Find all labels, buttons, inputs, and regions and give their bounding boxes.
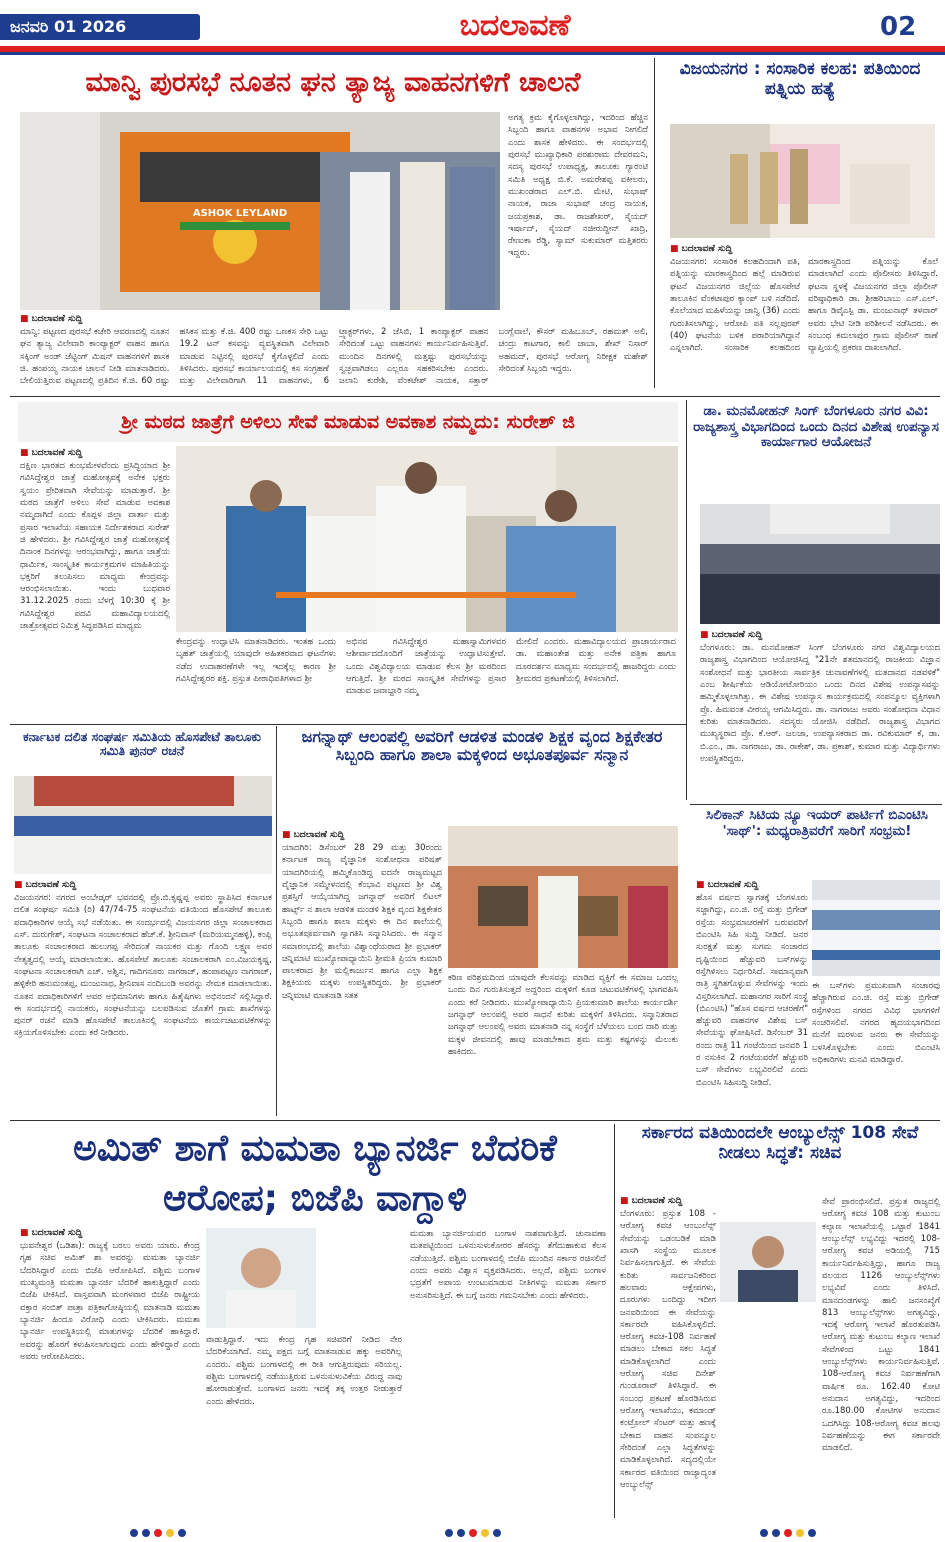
jaatre-body-c2: ಅಭಿನವ ಗವಿಸಿದ್ದೇಶ್ವರ ಮಹಾಸ್ವಾಮಿಗಳವರ ಆಶೀರ್ವಾದದೊಂದಿಗೆ ಜಾತ್ರೆಯನ್ನು ಉದ್ಘಾಟಿಸುತ್ತೇವೆ. ಒಂದು ವಿಶ್ವವಿದ್ಯಾಲಯ ಮಾಡುವ ಕೆಲಸ ಶ್ರೀ ಮಠದಿಂದ ಆಗುತ್ತಿದೆ. ಶ್ರೀ ಮಠದ ಸಾಂಸ್ಕೃತಿಕ ಸೇವೆಗಳನ್ನು ಪ್ರಸಾರ ಮಾಡುವ ಜವಾಬ್ದಾರಿ ನಮ್ಮ — [346, 637, 506, 697]
manmohan-byline: ■ ಬದಲಾವಣೆ ಸುದ್ದಿ — [700, 630, 860, 640]
footer-dots-right — [758, 1522, 818, 1541]
column-rule — [614, 1124, 615, 1518]
vijayanagara-byline: ■ ಬದಲಾವಣೆ ಸುದ್ದಿ — [670, 244, 800, 254]
vijayanagara-headline: ವಿಜಯನಗರ : ಸಂಸಾರಿಕ ಕಲಹ: ಪತಿಯಿಂದ ಪತ್ನಿಯ ಹತ್ಯೆ — [679, 59, 921, 99]
manmohan-body: ಬೆಂಗಳೂರು: ಡಾ. ಮನಮೋಹನ್ ಸಿಂಗ್ ಬೆಂಗಳೂರು ನಗರ ವಿಶ್ವವಿದ್ಯಾಲಯದ ರಾಜ್ಯಶಾಸ್ತ್ರ ವಿಭಾಗದಿಂದ ಆಯೋಜಿಸಿದ್ದ "21ನೇ ಶತಮಾನದಲ್ಲಿ ರಾಜಕೀಯ ವಿಜ್ಞಾನ ಸಂಶೋಧನೆ ಮತ್ತು ಭಾರತೀಯ ಸಾರ್ವತ್ರಿಕ ಚುನಾವಣೆಗಳಲ್ಲಿ ಮತದಾನದ ನಡವಳಿಕೆ" ಎಂಬ ಶೀರ್ಷಿಕೆಯ ಆಡಿಯೋಟೋರಿಯಂ ಒಂದು ದಿನದ ವಿಶೇಷ ಉಪನ್ಯಾಸವನ್ನು ಹಮ್ಮಿಕೊಳ್ಳಲಾಗಿತ್ತು. ಈ ವಿಶೇಷ ಉಪನ್ಯಾಸ ಕಾರ್ಯಕ್ರಮದಲ್ಲಿ ಸಂಪನ್ಮೂಲ ವ್ಯಕ್ತಿಗಳಾಗಿ ಪ್ರೊ. ಹಿಮವಂತ ವೀರಯ್ಯ ಆಗಮಿಸಿದ್ದರು. ಡಾ. ನಾಗರಾಜು ಅವರು ಸಂಶೋಧನಾ ವಿಧಾನ ಕುರಿತು ಮಾತನಾಡಿದರು. ಸದಸ್ಯರು ಯೋಜಿಸಿ ನಡೆದಿದೆ. ರಾಜ್ಯಶಾಸ್ತ್ರ ವಿಭಾಗದ ಮುಖ್ಯಸ್ಥರಾದ ಪ್ರೊ. ಕೆ.ಆರ್. ಜಲಜಾ, ಉಪನ್ಯಾಸಕರಾದ ಡಾ. ರವಿಕುಮಾರ್ ಕೆ, ಡಾ. ಬಿ.ಎಂ., ಡಾ. ನಾಗರಾಜು, ಡಾ. ರಾಕೇಶ್, ಡಾ. ಪ್ರಕಾಶ್, ಕುಮಾರ ಮತ್ತು ವಿದ್ಯಾರ್ಥಿಗಳು ಉಪಸ್ಥಿತರಿದ್ದರು. — [700, 643, 940, 764]
column-rule — [686, 400, 687, 800]
maanvi-photo — [20, 112, 500, 310]
issue-date: ಜನವರಿ 01 2026 — [0, 14, 200, 40]
silicon-photo — [812, 880, 940, 976]
manmohan-headline: ಡಾ. ಮನಮೋಹನ್ ಸಿಂಗ್ ಬೆಂಗಳೂರು ನಗರ ವಿವಿ: ರಾಜ್ಯಶಾಸ್ತ್ರ ವಿಭಾಗದಿಂದ ಒಂದು ದಿನದ ವಿಶೇಷ ಉಪನ್ಯಾಸ ಕಾರ್ಯಾಗಾರ ಆಯೋಜನೆ — [693, 403, 939, 451]
jagannath-body-left: ಯಾದಗಿರಿ: ಡಿಸೆಂಬರ್ 28 29 ಮತ್ತು 30ರಂದು ಕರ್ನಾಟಕ ರಾಜ್ಯ ವೈಜ್ಞಾನಿಕ ಸಂಶೋಧನಾ ಪರಿಷತ್ ಯಾದಗಿರಿಯಲ್ಲಿ ಹಮ್ಮಿಕೊಂಡಿದ್ದ ಐದನೇ ರಾಜ್ಯಮಟ್ಟದ ವೈಜ್ಞಾನಿಕ ಸಮ್ಮೇಳನದಲ್ಲಿ ಕೆಂಭಾವಿ ಪಟ್ಟಣದ ಶ್ರೀ ವಿಶ್ವ ಪ್ರಶಸ್ತಿಗೆ ಆಯ್ಕೆಯಾಗಿದ್ದ ಜಗನ್ನಾಥ್ ಅವರಿಗೆ ಲಿಟಲ್ ಹಾರ್ಟ್ಸ್ ನ ಶಾಲಾ ಆಡಳಿತ ಮಂಡಳಿ ಶಿಕ್ಷಕ ವೃಂದ ಶಿಕ್ಷಕೇತರ ಸಿಬ್ಬಂದಿ ಹಾಗೂ ಶಾಲಾ ಮಕ್ಕಳು ಈ ದಿನ ಶಾಲೆಯಲ್ಲಿ ಅಭೂತಪೂರ್ವವಾಗಿ ಸ್ವಾಗತಿಸಿ ಸನ್ಮಾನಿಸಿದರು. ಈ ಸನ್ಮಾನ ಸಮಾರಂಭದಲ್ಲಿ ಶಾಲೆಯ ವಿಶ್ವಾಂಥೆಯರಾದ ಶ್ರೀ ಪ್ರಭಾಕರ್ ಚನ್ನಿಮಾಟಿ ಮುಖ್ಯೋಪಾಧ್ಯಾಯಿನಿ ಶ್ರೀಮತಿ ಪ್ರಿಯಾ ಕುಮಾರಿ ಪಾಲಕರಾದ ಶ್ರೀ ಮಲ್ಲಿಕಾರ್ಜುನ ಹಾಗೂ ಎಲ್ಲಾ ಶಿಕ್ಷಕ ಶಿಕ್ಷಕಿಯರು ಮಕ್ಕಳು ಉಪಸ್ಥಿತರಿದ್ದರು. ಶ್ರೀ ಪ್ರಭಾಕರ್ ಚನ್ನಿಮಾಟಿ ಮಾತನಾಡಿ ಸತತ — [282, 843, 442, 1001]
silicon-body-right: ಈ ಬಸ್‌ಗಳು ಪ್ರಮುಖವಾಗಿ ಸಂಚಾರವು ಹೆಚ್ಚಾಗಿರುವ ಎಂ.ಜಿ. ರಸ್ತೆ ಮತ್ತು ಬ್ರಿಗೇಡ್ ರಸ್ತೆಗಳಿಂದ ನಗರದ ವಿವಿಧ ಭಾಗಗಳಿಗೆ ಸಂಚರಿಸಲಿವೆ. ನಗರದ ಹೃದಯಭಾಗದಿಂದ ಮನೆಗೆ ಮರಳುವ ಜನರು ಈ ಸೇವೆಯನ್ನು ಬಳಸಿಕೊಳ್ಳಬೇಕು ಎಂದು ಬಿಎಂಟಿಸಿ ಅಧಿಕಾರಿಗಳು ಮನವಿ ಮಾಡಿದ್ದಾರೆ. — [812, 981, 940, 1065]
silicon-byline: ■ ಬದಲಾವಣೆ ಸುದ್ದಿ — [696, 880, 816, 890]
maanvi-headline: ಮಾನ್ವಿ ಪುರಸಭೆ ನೂತನ ಘನ ತ್ಯಾಜ್ಯ ವಾಹನಗಳಿಗೆ ಚಾಲನೆ — [85, 67, 581, 98]
maanvi-body-right: ಅಗತ್ಯ ಕ್ರಮ ಕೈಗೊಳ್ಳಲಾಗಿದ್ದು, ಇದರಿಂದ ಹೆಚ್ಚಿನ ಸಿಬ್ಬಂದಿ ಹಾಗೂ ವಾಹನಗಳ ಅಭಾವ ನೀಗಲಿದೆ ಎಂದು ಶಾಸಕ ಹೇಳಿದರು. ಈ ಸಂದರ್ಭದಲ್ಲಿ ಪುರಸಭೆ ಮುಖ್ಯಾಧಿಕಾರಿ ಪರಶುರಾಮ ದೇವರಮನಿ, ಸದಸ್ಯ ಪುರಸಭೆ ಉಪಾಧ್ಯಕ್ಷ, ತಾಲೂಕು ಗ್ಯಾರಂಟಿ ಸಮಿತಿ ಅಧ್ಯಕ್ಷ ಬಿ.ಕೆ. ಅಮರೇಶಪ್ಪ ವಕೀಲರು, ಮುಖಂಡರಾದ ಎಲ್.ಬಿ. ಮೇಟಿ, ಸುಭಾಷ್ ನಾಯಕ, ರಾಜಾ ಸುಭಾಷ್ ಚಂದ್ರ ನಾಯಕ, ಜಯಪ್ರಕಾಶ, ಡಾ. ರಾಜಶೇಖರ್, ಸೈಯದ್ ಇರ್ಷಾದ್, ಸೈಯದ್ ನಜೀರುದ್ದೀನ್ ಖಾದ್ರಿ, ರೇಣುಕಾ ರೆಡ್ಡಿ, ಸ್ಯಾಮ್ ಸುಕುಮಾರ್ ಮತ್ತಿತರರು ಇದ್ದರು. — [508, 113, 648, 259]
maanvi-body: ಮಾನ್ವಿ: ಪಟ್ಟಣದ ಪುರಸಭೆ ಕಚೇರಿ ಆವರಣದಲ್ಲಿ ನೂತನ ಘನ ತ್ಯಾಜ್ಯ ವಿಲೇವಾರಿ ಕಾಂಪ್ಯಾಕ್ಟರ್ ವಾಹನ ಹಾಗೂ ಸಕ್ಕಿಂಗ್ ಅಂಡ್ ಜೆಟ್ಟಿಂಗ್ ಮಿಷನ್ ವಾಹನಗಳಿಗೆ ಶಾಸಕ ಜಿ. ಹಂಪಯ್ಯ ನಾಯಕ ಚಾಲನೆ ನೀಡಿ ಮಾತನಾಡಿದರು. ಬೇಲಿಯತ್ತಿರುವ ಪಟ್ಟಣದಲ್ಲಿ ಪ್ರತಿದಿನ ಕೆ.ಜಿ. 60 ರಷ್ಟು ಹಸಿಕಸ ಮತ್ತು ಕೆ.ಜಿ. 400 ರಷ್ಟು ಒಣಕಸ ಸೇರಿ ಒಟ್ಟು 19.2 ಟನ್ ಕಸವನ್ನು ವ್ಯವಸ್ಥಿತವಾಗಿ ವಿಲೇವಾರಿ ಮಾಡುವ ನಿಟ್ಟಿನಲ್ಲಿ ಪುರಸಭೆ ಕೈಗೊಳ್ಳಲಿದೆ ಎಂದು ತಿಳಿಸಿದರು. ಪುರಸಭೆ ಕಾರ್ಯಾಲಯದಲ್ಲಿ ಕಸ ಸಂಗ್ರಹಣೆ ಮತ್ತು ವಿಲೇವಾರಿಗಾಗಿ 11 ವಾಹನಗಳು, 6 ಟ್ರ್ಯಾಕ್ಟರ್‌ಗಳು, 2 ಜೆಸಿಬಿ, 1 ಕಾಂಪ್ಯಾಕ್ಟರ್ ವಾಹನ ಸೇರಿದಂತೆ ಒಟ್ಟು ವಾಹನಗಳು ಕಾರ್ಯನಿರ್ವಹಿಸುತ್ತಿವೆ. ಮುಂದಿನ ದಿನಗಳಲ್ಲಿ ಮತ್ತಷ್ಟು ಪುರಸಭೆಯನ್ನು ಸ್ವಚ್ಛವಾಗಿಡಲು ಎಲ್ಲರೂ ಸಹಕರಿಸಬೇಕು ಎಂದರು. ಜಲಾನಿ ಕುರೇಶಿ, ವೆಂಕಟೇಶ್ ನಾಯಕ, ಸತ್ತಾರ್ ಬಂಗ್ಲೆವಾಲೆ, ಕೌಸರ್ ಮಹಿಬೂಬ್, ರಹಮತ್ ಅಲಿ, ಚಂದ್ರು ಕಾಟಗಾರ, ಕಾಲಿ ಜಾಬಾ, ಶೇಖ್ ನಿಸಾರ್ ಅಹಮದ್, ಪುರಸಭೆ ಆರೋಗ್ಯ ನಿರೀಕ್ಷಕ ಮಹೇಶ್ ಸೇರಿದಂತೆ ಸಿಬ್ಬಂದಿ ಇದ್ದರು. — [20, 327, 648, 387]
jaatre-body-c3: ಮೇಲಿದೆ ಎಂದರು. ಮಹಾವಿದ್ಯಾಲಯದ ಪ್ರಾಚಾರ್ಯರಾದ ಡಾ. ಮಹಾಂತೇಶ ಮತ್ತು ಅನೇಕ ಪತ್ರಿಕಾ ಹಾಗೂ ದೂರದರ್ಶನ ಮಾಧ್ಯಮ ಸಂದರ್ಭದಲ್ಲಿ ಹಾಜರಿದ್ದರು ಎಂದು ಶ್ರೀಮಠದ ಪ್ರಕಟಣೆಯಲ್ಲಿ ತಿಳಿಸಲಾಗಿದೆ. — [516, 637, 676, 684]
vijayanagara-photo — [670, 124, 935, 238]
column-rule — [654, 58, 655, 388]
jagannath-body-right: ಕಠಿಣ ಪರಿಶ್ರಮದಿಂದ ಯಾವುದೇ ಕೆಲಸವನ್ನು ಮಾಡಿದ ವ್ಯಕ್ತಿಗೆ ಈ ಸಮಾಜ ಒಂದಲ್ಲ ಒಂದು ದಿನ ಗುರುತಿಸುತ್ತದೆ ಅದ್ದರಿಂದ ಮಕ್ಕಳಿಗೆ ಕೂಡ ಚಟುವಟಿಕೆಗಳಲ್ಲಿ ಭಾಗವಹಿಸಿ ಎಂದು ಕರೆ ನೀಡಿದರು. ಮುಖ್ಯೋಪಾಧ್ಯಾಯಿನಿ ಪ್ರಿಯಕುಮಾರಿ ಶಾಲೆಯ ಕಾರ್ಯದರ್ಶಿ ಜಗನ್ನಾಥ್ ಆಲಂಪಲ್ಲಿ ಅವರ ಸಾಧನೆ ಕುರಿತು ಮಕ್ಕಳಿಗೆ ತಿಳಿಸಿದರು. ಸನ್ಮಾನಿತರಾದ ಜಗನ್ನಾಥ್ ಆಲಂಪಲ್ಲಿ ಅವರು ಮಾತನಾಡಿ ನನ್ನ ಸಂಸ್ಥೆಗೆ ಬೆಳೆಯಲು ಬಂದ ದಾರಿ ಮತ್ತು ಮಕ್ಕಳ ಜೀವನದಲ್ಲಿ ಹಾವು ಮಾಡಬೇಕಾದ ಶ್ರಮ ಮತ್ತು ಕಷ್ಟಗಳನ್ನು ಮೆಲುಕು ಹಾಕಿದರು. — [448, 973, 678, 1057]
manmohan-photo — [700, 504, 940, 624]
jaatre-photo — [176, 446, 678, 632]
dalit-body: ವಿಜಯನಗರ: ನಗರದ ಅಂಬೇಡ್ಕರ್ ಭವನದಲ್ಲಿ ಪ್ರೊ.ಬಿ.ಕೃಷ್ಣಪ್ಪ ಅವರು ಸ್ಥಾಪಿಸಿದ ಕರ್ನಾಟಕ ದಲಿತ ಸಂಘರ್ಷ ಸಮಿತಿ (ರಿ) 47/74-75 ಸಂಘಟನೆಯ ವತಿಯಿಂದ ಹೊಸಪೇಟೆ ತಾಲೂಕು ಪದಾಧಿಕಾರಿಗಳ ಆಯ್ಕೆ ಸಭೆ ನಡೆಯಿತು. ಈ ಸಂದರ್ಭದಲ್ಲಿ ವಿಜಯನಗರ ಜಿಲ್ಲಾ ಸಂಚಾಲಕರಾದ ಎಸ್. ದುರುಗೇಶ್, ಸಂಘಟನಾ ಸಂಚಾಲಕರಾದ ಹೆಚ್.ಕೆ. ಶ್ರೀನಿವಾಸ್ (ಮರಿಯಮ್ಮನಹಳ್ಳಿ), ಕಂಪ್ಲಿ ತಾಲೂಕು ಸಂಚಾಲಕರಾದ ಹುಲುಗಪ್ಪ ಸೇರಿದಂತೆ ನಾಯಕರ ಮತ್ತು ಗೊಂದಿ ಲಕ್ಷ್ಮಣ ಅವರ ನೇತೃತ್ವದಲ್ಲಿ ಆಯ್ಕೆ ಮಾಡಲಾಯಿತು. ಹೊಸಪೇಟೆ ತಾಲೂಕು ಸಂಚಾಲಕರಾಗಿ ಎಂ.ವಿಜಯಕೃಷ್ಣ, ಸಂಘಟನಾ ಸಂಚಾಲಕರಾಗಿ ಎಚ್. ಅಶ್ವಿನ, ಗಾದಿಗನೂರು ನಾಗರಾಜ್, ಹಂಪಾಪಟ್ಟಣ ನಾಗರಾಜ್, ಹಳ್ಳಿಕೇರಿ ಹನುಮಂತಪ್ಪ, ಮಂಜುನಾಥ, ಶ್ರೀನಿವಾಸ ನಂದಿಬಂಡಿ ಅವರನ್ನು ನೇಮಕ ಮಾಡಲಾಯಿತು. ನೂತನ ಪದಾಧಿಕಾರಿಗಳಿಗೆ ಅವರ ಅಭಿಮಾನಿಗಳು ಹಾಗೂ ಹಿತೈಷಿಗಳು ಅಭಿನಂದನೆ ಸಲ್ಲಿಸಿದ್ದಾರೆ. ಈ ಸಂದರ್ಭದಲ್ಲಿ ನಾಯಕರು, ಸಂಘಟನೆಯನ್ನು ಬಲಪಡಿಸುವ ಜೊತೆಗೆ ಗ್ರಾಮ ಶಾಖೆಗಳನ್ನು ಪುನರ್ ರಚನೆ ಮಾಡಿ ಹೊಸಪೇಟೆ ತಾಲೂಕಿನಲ್ಲಿ ಸಂಘಟನೆಯ ಕಾರ್ಯಚಟುವಟಿಕೆಗಳನ್ನು ಸಕ್ರಿಯಗೊಳಿಸಬೇಕು ಎಂದು ಕರೆ ನೀಡಿದರು. — [14, 893, 272, 1039]
footer-dots-center — [443, 1522, 503, 1541]
amit-body-c1: ಭುವನೇಶ್ವರ (ಒಡಿಶಾ): ರಾಜ್ಯಕ್ಕೆ ಬರಲು ಅವರು ಯಾರು. ಕೇಂದ್ರ ಗೃಹ ಸಚಿವ ಅಮಿತ್ ಶಾ ಅವರನ್ನು ಮಮತಾ ಬ್ಯಾನರ್ಜಿ ಬೆದರಿಸಿದ್ದಾರೆ ಎಂದು ಬಿಜೆಪಿ ಆರೋಪಿಸಿದೆ. ಪಶ್ಚಿಮ ಬಂಗಾಳ ಮುಖ್ಯಮಂತ್ರಿ ಮಮತಾ ಬ್ಯಾನರ್ಜಿ ಬೆದರಿಕೆ ಹಾಕುತ್ತಿದ್ದಾರೆ ಎಂದು ಬಿಜೆಪಿ ಟೀಕಿಸಿದೆ. ವಾಸ್ತವವಾಗಿ ಮಂಗಳವಾರ ಬಿಜೆಪಿ ರಾಷ್ಟ್ರೀಯ ವಕ್ತಾರ ಸಂಬಿತ್ ಪಾತ್ರಾ ಪತ್ರಿಕಾಗೋಷ್ಠಿಯಲ್ಲಿ ಮಾತನಾಡಿ ಮಮತಾ ಬ್ಯಾನರ್ಜಿ ಹಿಂದೂ ವಿರೋಧಿ ಎಂದು ಟೀಕಿಸಿದರು. ಮಮತಾ ಬ್ಯಾನರ್ಜಿ ಉಪಸ್ಥಿತಿಯಲ್ಲಿ ಮಾತುಗಳನ್ನು ಬೆದರಿಕೆ ಹಾಕಿದ್ದಾರೆ. ಅವರನ್ನು ಹೊರಗೆ ಕಳುಹಿಸಲಾಗುವುದು ಎಂದು ಹೇಳಿದ್ದಾರೆ ಎಂದು ಅವರು ಆರೋಪಿಸಿದರು. — [20, 1241, 200, 1362]
column-rule — [276, 726, 277, 1116]
masthead-rule-blue — [0, 52, 945, 55]
jagannath-byline: ■ ಬದಲಾವಣೆ ಸುದ್ದಿ — [282, 830, 432, 840]
dalit-headline: ಕರ್ನಾಟಕ ದಲಿತ ಸಂಘರ್ಷ ಸಮಿತಿಯ ಹೊಸಪೇಟೆ ತಾಲೂಕು ಸಮಿತಿ ಪುನರ್ ರಚನೆ — [22, 729, 262, 759]
silicon-body-left: ಹೊಸ ವರ್ಷದ ಸ್ವಾಗತಕ್ಕೆ ಬೆಂಗಳೂರು ಸಜ್ಜಾಗಿದ್ದು, ಎಂ.ಜಿ. ರಸ್ತೆ ಮತ್ತು ಬ್ರಿಗೇಡ್ ರಸ್ತೆಯ ಸಂಭ್ರಮಾಚರಣೆಗೆ ಬರುವವರಿಗೆ ಬಿಎಂಟಿಸಿ ಸಿಹಿ ಸುದ್ದಿ ನೀಡಿದೆ. ಜನರ ಸುರಕ್ಷತೆ ಮತ್ತು ಸುಗಮ ಸಂಚಾರದ ದೃಷ್ಟಿಯಿಂದ ಹೆಚ್ಚುವರಿ ಬಸ್‌ಗಳನ್ನು ರಸ್ತೆಗಿಳಿಸಲು ನಿರ್ಧರಿಸಿದೆ. ಸಾಮಾನ್ಯವಾಗಿ ರಾತ್ರಿ ಸ್ಥಗಿತಗೊಳ್ಳುವ ಸೇವೆಗಳನ್ನು ಇಂದು ವಿಸ್ತರಿಸಲಾಗಿದೆ. ಮಹಾನಗರ ಸಾರಿಗೆ ಸಂಸ್ಥೆ (ಬಿಎಂಟಿಸಿ) "ಹೊಸ ವರ್ಷದ ಆಚರಣೆಗೆ" ಹೆಚ್ಚುವರಿ ವಾಹನಗಳ ವಿಶೇಷ ಬಸ್ ಸೇವೆಯನ್ನು ಘೋಷಿಸಿದೆ. ಡಿಸೆಂಬರ್ 31 ರಂದು ರಾತ್ರಿ 11 ಗಂಟೆಯಿಂದ ಜನವರಿ 1 ರ ನಸುಕಿನ 2 ಗಂಟೆಯವರೆಗೆ ಹೆಚ್ಚುವರಿ ಬಸ್ ಸೇವೆಗಳು ಲಭ್ಯವಿರಲಿವೆ ಎಂದು ಬಿಎಂಟಿಸಿ ಸಿಹಿಸುದ್ದಿ ನೀಡಿದೆ. — [696, 893, 808, 1088]
truck-brand-text: ASHOK LEYLAND — [192, 208, 288, 219]
maanvi-byline: ■ ಬದಲಾವಣೆ ಸುದ್ದಿ — [20, 314, 220, 324]
jaatre-body-c1: ಕೇಂದ್ರವನ್ನು ಉದ್ಘಾಟಿಸಿ ಮಾತನಾಡಿದರು. ಇಂತಹ ಒಂದು ಬೃಹತ್ ಜಾತ್ರೆಯಲ್ಲಿ ಯಾವುದೇ ಅಹಿತಕರವಾದ ಘಟನೆಗಳು ನಡೆದ ಉದಾಹರಣೆಗಳೇ ಇಲ್ಲ ಇದಕ್ಕೆಲ್ಲ ಕಾರಣ ಶ್ರೀ ಗವಿಸಿದ್ದೇಶ್ವರರ ಶಕ್ತಿ. ಪ್ರಸ್ತುತ ಪೀಠಾಧಿಪತಿಗಳಾದ ಶ್ರೀ — [176, 637, 336, 684]
jaatre-byline: ■ ಬದಲಾವಣೆ ಸುದ್ದಿ — [20, 448, 170, 458]
amit-byline: ■ ಬದಲಾವಣೆ ಸುದ್ದಿ — [20, 1228, 170, 1238]
row-rule — [690, 804, 942, 805]
amit-body-c3: ಮಮತಾ ಬ್ಯಾನರ್ಜಿಯವರ ಬಂಗಾಳ ನಾಶವಾಗುತ್ತಿದೆ. ಚುನಾವಣಾ ಮತಪಟ್ಟಿಯಿಂದ ಒಳನುಸುಳುಕೋರರ ಹೆಸರನ್ನು ತೆಗೆದುಹಾಕುವ ಕೆಲಸ ನಡೆಯುತ್ತಿದೆ. ಪಶ್ಚಿಮ ಬಂಗಾಳದಲ್ಲಿ ಬಿಜೆಪಿ ಮುಂದಿನ ಸರ್ಕಾರ ರಚಿಸಲಿದೆ ಎಂದು ಅವರು ವಿಶ್ವಾಸ ವ್ಯಕ್ತಪಡಿಸಿದರು. ಅಲ್ಲದೆ, ಪಶ್ಚಿಮ ಬಂಗಾಳ ಭದ್ರತೆಗೆ ಅಪಾಯ ಉಂಟುಮಾಡುವ ನೀತಿಗಳನ್ನು ಮಮತಾ ಸರ್ಕಾರ ಅನುಸರಿಸುತ್ತಿದೆ. ಈ ಬಗ್ಗೆ ಜನರು ಗಮನಿಸಬೇಕು ಎಂದು ಹೇಳಿದರು. — [410, 1229, 606, 1301]
amit-headline: ಅಮಿತ್ ಶಾಗೆ ಮಮತಾ ಬ್ಯಾನರ್ಜಿ ಬೆದರಿಕೆ ಆರೋಪ; ಬಿಜೆಪಿ ವಾಗ್ದಾಳಿ — [73, 1128, 557, 1219]
jaatre-headline: ಶ್ರೀ ಮಠದ ಜಾತ್ರೆಗೆ ಅಳಿಲು ಸೇವೆ ಮಾಡುವ ಅವಕಾಶ ನಮ್ಮದು: ಸುರೇಶ್ ಜಿ — [18, 402, 678, 442]
jaatre-body-left: ದಕ್ಷಿಣ ಭಾರತದ ಕುಂಭಮೇಳವೆಂದು ಪ್ರಸಿದ್ಧಿಯಾದ ಶ್ರೀ ಗವಿಸಿದ್ದೇಶ್ವರ ಜಾತ್ರೆ ಮಹೋತ್ಸವಕ್ಕೆ ಅನೇಕ ಭಕ್ತರು ಸ್ವಯಂ ಪ್ರೇರಿತವಾಗಿ ಸೇವೆಯನ್ನು ಮಾಡುತ್ತಾರೆ. ಶ್ರೀ ಮಠದ ಜಾತ್ರೆಗೆ ಅಳಿಲು ಸೇವೆ ಮಾಡುವ ಅವಕಾಶ ನಮ್ಮದಾಗಿದೆ ಎಂದು ಕೊಪ್ಪಳ ಜಿಲ್ಲಾ ವಾರ್ತಾ ಮತ್ತು ಪ್ರಸಾರ ಇಲಾಖೆಯ ಸಹಾಯಕ ನಿರ್ದೇಶಕರಾದ ಸುರೇಶ್ ಜಿ ಹೇಳಿದರು. ಶ್ರೀ ಗವಿಸಿದ್ದೇಶ್ವರ ಜಾತ್ರೆ ಮಹೋತ್ಸವಕ್ಕೆ ದಿನಾಂಕ ದಿನಗಳನ್ನು ಆರಂಭವಾಗಿದ್ದು, ಹಾಗೂ ಜಾತ್ರೆಯ ಧಾರ್ಮಿಕ, ಸಾಂಸ್ಕೃತಿಕ ಕಾರ್ಯಕ್ರಮಗಳ ಮಾಹಿತಿಯನ್ನು ಭಕ್ತರಿಗೆ ತಲುಪಿಸಲು ಮಾಧ್ಯಮ ಕೇಂದ್ರವನ್ನು ಆರಂಭಿಸಲಾಯಿತು. ಇಂದು ಬುಧವಾರ 31.12.2025 ರಂದು ಬೆಳಗ್ಗೆ 10:30 ಕ್ಕೆ ಶ್ರೀ ಗವಿಸಿದ್ದೇಶ್ವರ ಪದವಿ ಮಹಾವಿದ್ಯಾಲಯದಲ್ಲಿ ಜಾತ್ರೋತ್ಸವದ ನಿಮಿತ್ತ ಸಿದ್ಧಪಡಿಸಿದ ಮಾಧ್ಯಮ — [20, 461, 170, 632]
silicon-headline: ಸಿಲಿಕಾನ್ ಸಿಟಿಯ ನ್ಯೂ ಇಯರ್ ಪಾರ್ಟಿಗೆ ಬಿಎಂಟಿಸಿ 'ಸಾಥ್': ಮಧ್ಯರಾತ್ರಿವರೆಗೆ ಸಾರಿಗೆ ಸಂಭ್ರಮ! — [706, 807, 928, 839]
dalit-byline: ■ ಬದಲಾವಣೆ ಸುದ್ದಿ — [14, 880, 164, 890]
amit-body-c2: ವಾಡುತ್ತಿದ್ದಾರೆ. ಇದು ಕೇಂದ್ರ ಗೃಹ ಸಚಿವರಿಗೆ ನೀಡಿದ ನೇರ ಬೆದರಿಕೆಯಾಗಿದೆ. ನಮ್ಮ ಪಕ್ಷದ ಬಗ್ಗೆ ಮಾತನಾಡುವ ಹಕ್ಕು ಅವರಿಗಿಲ್ಲ ಎಂದರು. ಪಶ್ಚಿಮ ಬಂಗಾಳದಲ್ಲಿ ಈ ರೀತಿ ಆಗುತ್ತಿರುವುದು ಸರಿಯಲ್ಲ. ಪಶ್ಚಿಮ ಬಂಗಾಳದಲ್ಲಿ ನಡೆಯುತ್ತಿರುವ ಒಳನುಸುಳುವಿಕೆಯ ವಿರುದ್ಧ ನಾವು ಹೋರಾಡುತ್ತೇವೆ. ಬಂಗಾಳದ ಜನರು ಇದಕ್ಕೆ ತಕ್ಕ ಉತ್ತರ ನೀಡುತ್ತಾರೆ ಎಂದು ಹೇಳಿದರು. — [206, 1335, 402, 1407]
jagannath-headline: ಜಗನ್ನಾಥ್ ಆಲಂಪಲ್ಲಿ ಅವರಿಗೆ ಆಡಳಿತ ಮಂಡಳಿ ಶಿಕ್ಷಕ ವೃಂದ ಶಿಕ್ಷಕೇತರ ಸಿಬ್ಬಂದಿ ಹಾಗೂ ಶಾಲಾ ಮಕ್ಕಳಿಂದ ಅಭೂತಪೂರ್ವ ಸನ್ಮಾನ — [301, 727, 663, 765]
row-rule — [10, 396, 940, 397]
page-number: 02 — [880, 12, 917, 42]
jagannath-photo — [448, 826, 678, 968]
ambulance-photo — [720, 1222, 816, 1302]
footer-dots-left — [128, 1522, 188, 1541]
row-rule — [10, 724, 686, 725]
footer-decoration — [0, 1520, 945, 1542]
amit-photo — [206, 1228, 316, 1328]
vijayanagara-body: ವಿಜಯನಗರ: ಸಂಸಾರಿಕ ಕಲಹದಿಂದಾಗಿ ಪತಿ, ಪತ್ನಿಯನ್ನು ಮಾರಕಾಸ್ತ್ರದಿಂದ ಹಲ್ಲೆ ಮಾಡಿರುವ ಘಟನೆ ವಿಜಯನಗರ ಜಿಲ್ಲೆಯ ಹೊಸಪೇಟೆ ತಾಲೂಕಿನ ವೆಂಕಟಾಪುರ ಕ್ಯಾಂಪ್ ಬಳಿ ನಡೆದಿದೆ. ಕೊಲೆಯಾದ ಮಹಿಳೆಯನ್ನು ಜಾನ್ವಿ (36) ಎಂದು ಗುರುತಿಸಲಾಗಿದ್ದು, ಆರೋಪಿ ಪತಿ ಸಲ್ಲಪುರಪ್ (40) ಘಟನೆಯ ಬಳಿಕ ಪರಾರಿಯಾಗಿದ್ದಾನೆ ಎನ್ನಲಾಗಿದೆ. ಸಂಸಾರಿಕ ಕಲಹದಿಂದ ಮಾರಕಾಸ್ತ್ರದಿಂದ ಪತ್ನಿಯನ್ನು ಕೊಲೆ ಮಾಡಲಾಗಿದೆ ಎಂದು ಪೊಲೀಸರು ತಿಳಿಸಿದ್ದಾರೆ. ಘಟನಾ ಸ್ಥಳಕ್ಕೆ ವಿಜಯನಗರ ಜಿಲ್ಲಾ ಪೊಲೀಸ್ ವರಿಷ್ಠಾಧಿಕಾರಿ ಡಾ. ಶ್ರೀಹರಿಬಾಬು ಎಸ್.ಎಲ್. ಹಾಗೂ ಡಿವೈಎಸ್ಪಿ ಡಾ. ಮಂಜುನಾಥ್ ತಳವಾರ್ ಅವರು ಭೇಟಿ ನೀಡಿ ಪರಿಶೀಲನೆ ನಡೆಸಿದರು. ಈ ಸಂಬಂಧ ಕಮಲಾಪುರ ಗ್ರಾಮ ಪೊಲೀಸ್ ಠಾಣೆ ವ್ಯಾಪ್ತಿಯಲ್ಲಿ ಪ್ರಕರಣ ದಾಖಲಾಗಿದೆ. — [670, 257, 938, 354]
row-rule — [10, 1120, 940, 1121]
ambulance-byline: ■ ಬದಲಾವಣೆ ಸುದ್ದಿ — [620, 1196, 770, 1206]
dalit-photo — [14, 776, 272, 874]
ambulance-headline: ಸರ್ಕಾರದ ವತಿಯಿಂದಲೇ ಆಂಬ್ಯುಲೆನ್ಸ್ 108 ಸೇವೆ ನೀಡಲು ಸಿದ್ಧತೆ: ಸಚಿವ — [641, 1123, 919, 1163]
ambulance-body-c1: ಬೆಂಗಳೂರು: ಪ್ರಸ್ತುತ 108 - ಆರೋಗ್ಯ ಕವಚ ಆಂಬುಲೆನ್ಸ್ ಸೇವೆಯನ್ನು ಒಡಂಬಡಿಕೆ ಮಾಡಿ ಖಾಸಗಿ ಸಂಸ್ಥೆಯ ಮೂಲಕ ನಿರ್ವಹಿಸಲಾಗುತ್ತಿದೆ. ಈ ಸೇವೆಯ ಕುರಿತು ಸಾರ್ವಜನಿಕರಿಂದ ಹಲವಾರು ಆಕ್ಷೇಪಗಳು, ದೂರುಗಳು ಬಂದಿದ್ದು ಇದೀಗ ಜನವರಿಯಿಂದ ಈ ಸೇವೆಯನ್ನು ಸರ್ಕಾರವೇ ವಹಿಸಿಕೊಳ್ಳಲಿದೆ. ಆರೋಗ್ಯ ಕವಚ-108 ನಿರ್ವಹಣೆ ಮಾಡಲು ಬೇಕಾದ ಸಕಲ ಸಿದ್ಧತೆ ಮಾಡಿಕೊಳ್ಳಲಾಗಿದೆ ಎಂದು ಆರೋಗ್ಯ ಸಚಿವ ದಿನೇಶ್ ಗುಂಡೂರಾವ್ ತಿಳಿಸಿದ್ದಾರೆ. ಈ ಸಂಬಂಧ ಪ್ರಕಟಣೆ ಹೊರಡಿಸಿರುವ ಆರೋಗ್ಯ ಇಲಾಖೆಯು, ಕಮಾಂಡ್ ಕಂಟ್ರೋಲ್ ಸೆಂಟರ್ ಮತ್ತು ಹಣಕ್ಕೆ ಬೇಕಾದ ವಾಹನ ಸಂಪನ್ಮೂಲ ಸೇರಿದಂತೆ ಎಲ್ಲಾ ಸಿದ್ಧತೆಗಳನ್ನು ಮಾಡಿಕೊಳ್ಳಲಾಗಿದೆ. ಸದ್ಯದಲ್ಲಿಯೇ ಸರ್ಕಾರದ ವತಿಯಿಂದ ರಾಜ್ಯಾದ್ಯಂತ ಆಂಬ್ಯುಲೆನ್ಸ್ — [620, 1209, 716, 1490]
ambulance-body-c2: ಸೇವೆ ಪ್ರಾರಂಭಿಸಲಿದೆ. ಪ್ರಸ್ತುತ ರಾಜ್ಯದಲ್ಲಿ ಆರೋಗ್ಯ ಕವಚ 108 ಮತ್ತು ಕುಟುಂಬ ಕಲ್ಯಾಣ ಇಲಾಖೆಯಲ್ಲಿ ಒಟ್ಟಾರೆ 1841 ಆಂಬ್ಯುಲೆನ್ಸ್ ಲಭ್ಯವಿದ್ದು ಇದರಲ್ಲಿ 108-ಆರೋಗ್ಯ ಕವಚ ಅಡಿಯಲ್ಲಿ 715 ಕಾರ್ಯನಿರ್ವಹಿಸುತ್ತಿದ್ದು, ಹಾಗೂ ರಾಜ್ಯ ವಲಯದ 1126 ಆಂಬ್ಯುಲೆನ್ಸ್‌ಗಳು ಲಭ್ಯವಿವೆ ಎಂದು ತಿಳಿಸಿದೆ. ಮಾನದಂಡಗಳನ್ನು ಹಾಲಿ ಜನಸಂಖ್ಯೆಗೆ 813 ಆಂಬ್ಯುಲೆನ್ಸ್‌ಗಳು ಅಗತ್ಯವಿದ್ದು, ಇದಕ್ಕೆ ಆರೋಗ್ಯ ಇಲಾಖೆ ಹೊರತುಪಡಿಸಿ ಆರೋಗ್ಯ ಮತ್ತು ಕುಟುಂಬ ಕಲ್ಯಾಣ ಇಲಾಖೆ ಸೇವೆಗಳಿಂದ ಒಟ್ಟು 1841 ಆಂಬ್ಯುಲೆನ್ಸ್‌ಗಳು ಕಾರ್ಯನಿರ್ವಹಿಸುತ್ತಿವೆ. 108-ಆರೋಗ್ಯ ಕವಚ ನಿರ್ವಹಣೆಗಾಗಿ ವಾರ್ಷಿಕ ರೂ. 162.40 ಕೋಟಿ ಅನುದಾನ ಅಗತ್ಯವಿದ್ದು, ಇದರಿಂದ ರೂ.180.00 ಕೋಟಿಗಳ ಅನುದಾನ ಒದಗಿಸಿದ್ದು 108-ಆರೋಗ್ಯ ಕವಚ ಹಲವು ನಿರ್ವಹಣೆಯನ್ನು ಈಗ ಸರ್ಕಾರವೇ ಮಾಡಲಿದೆ. — [822, 1197, 940, 1454]
newspaper-title: ಬದಲಾವಣೆ — [459, 8, 571, 43]
